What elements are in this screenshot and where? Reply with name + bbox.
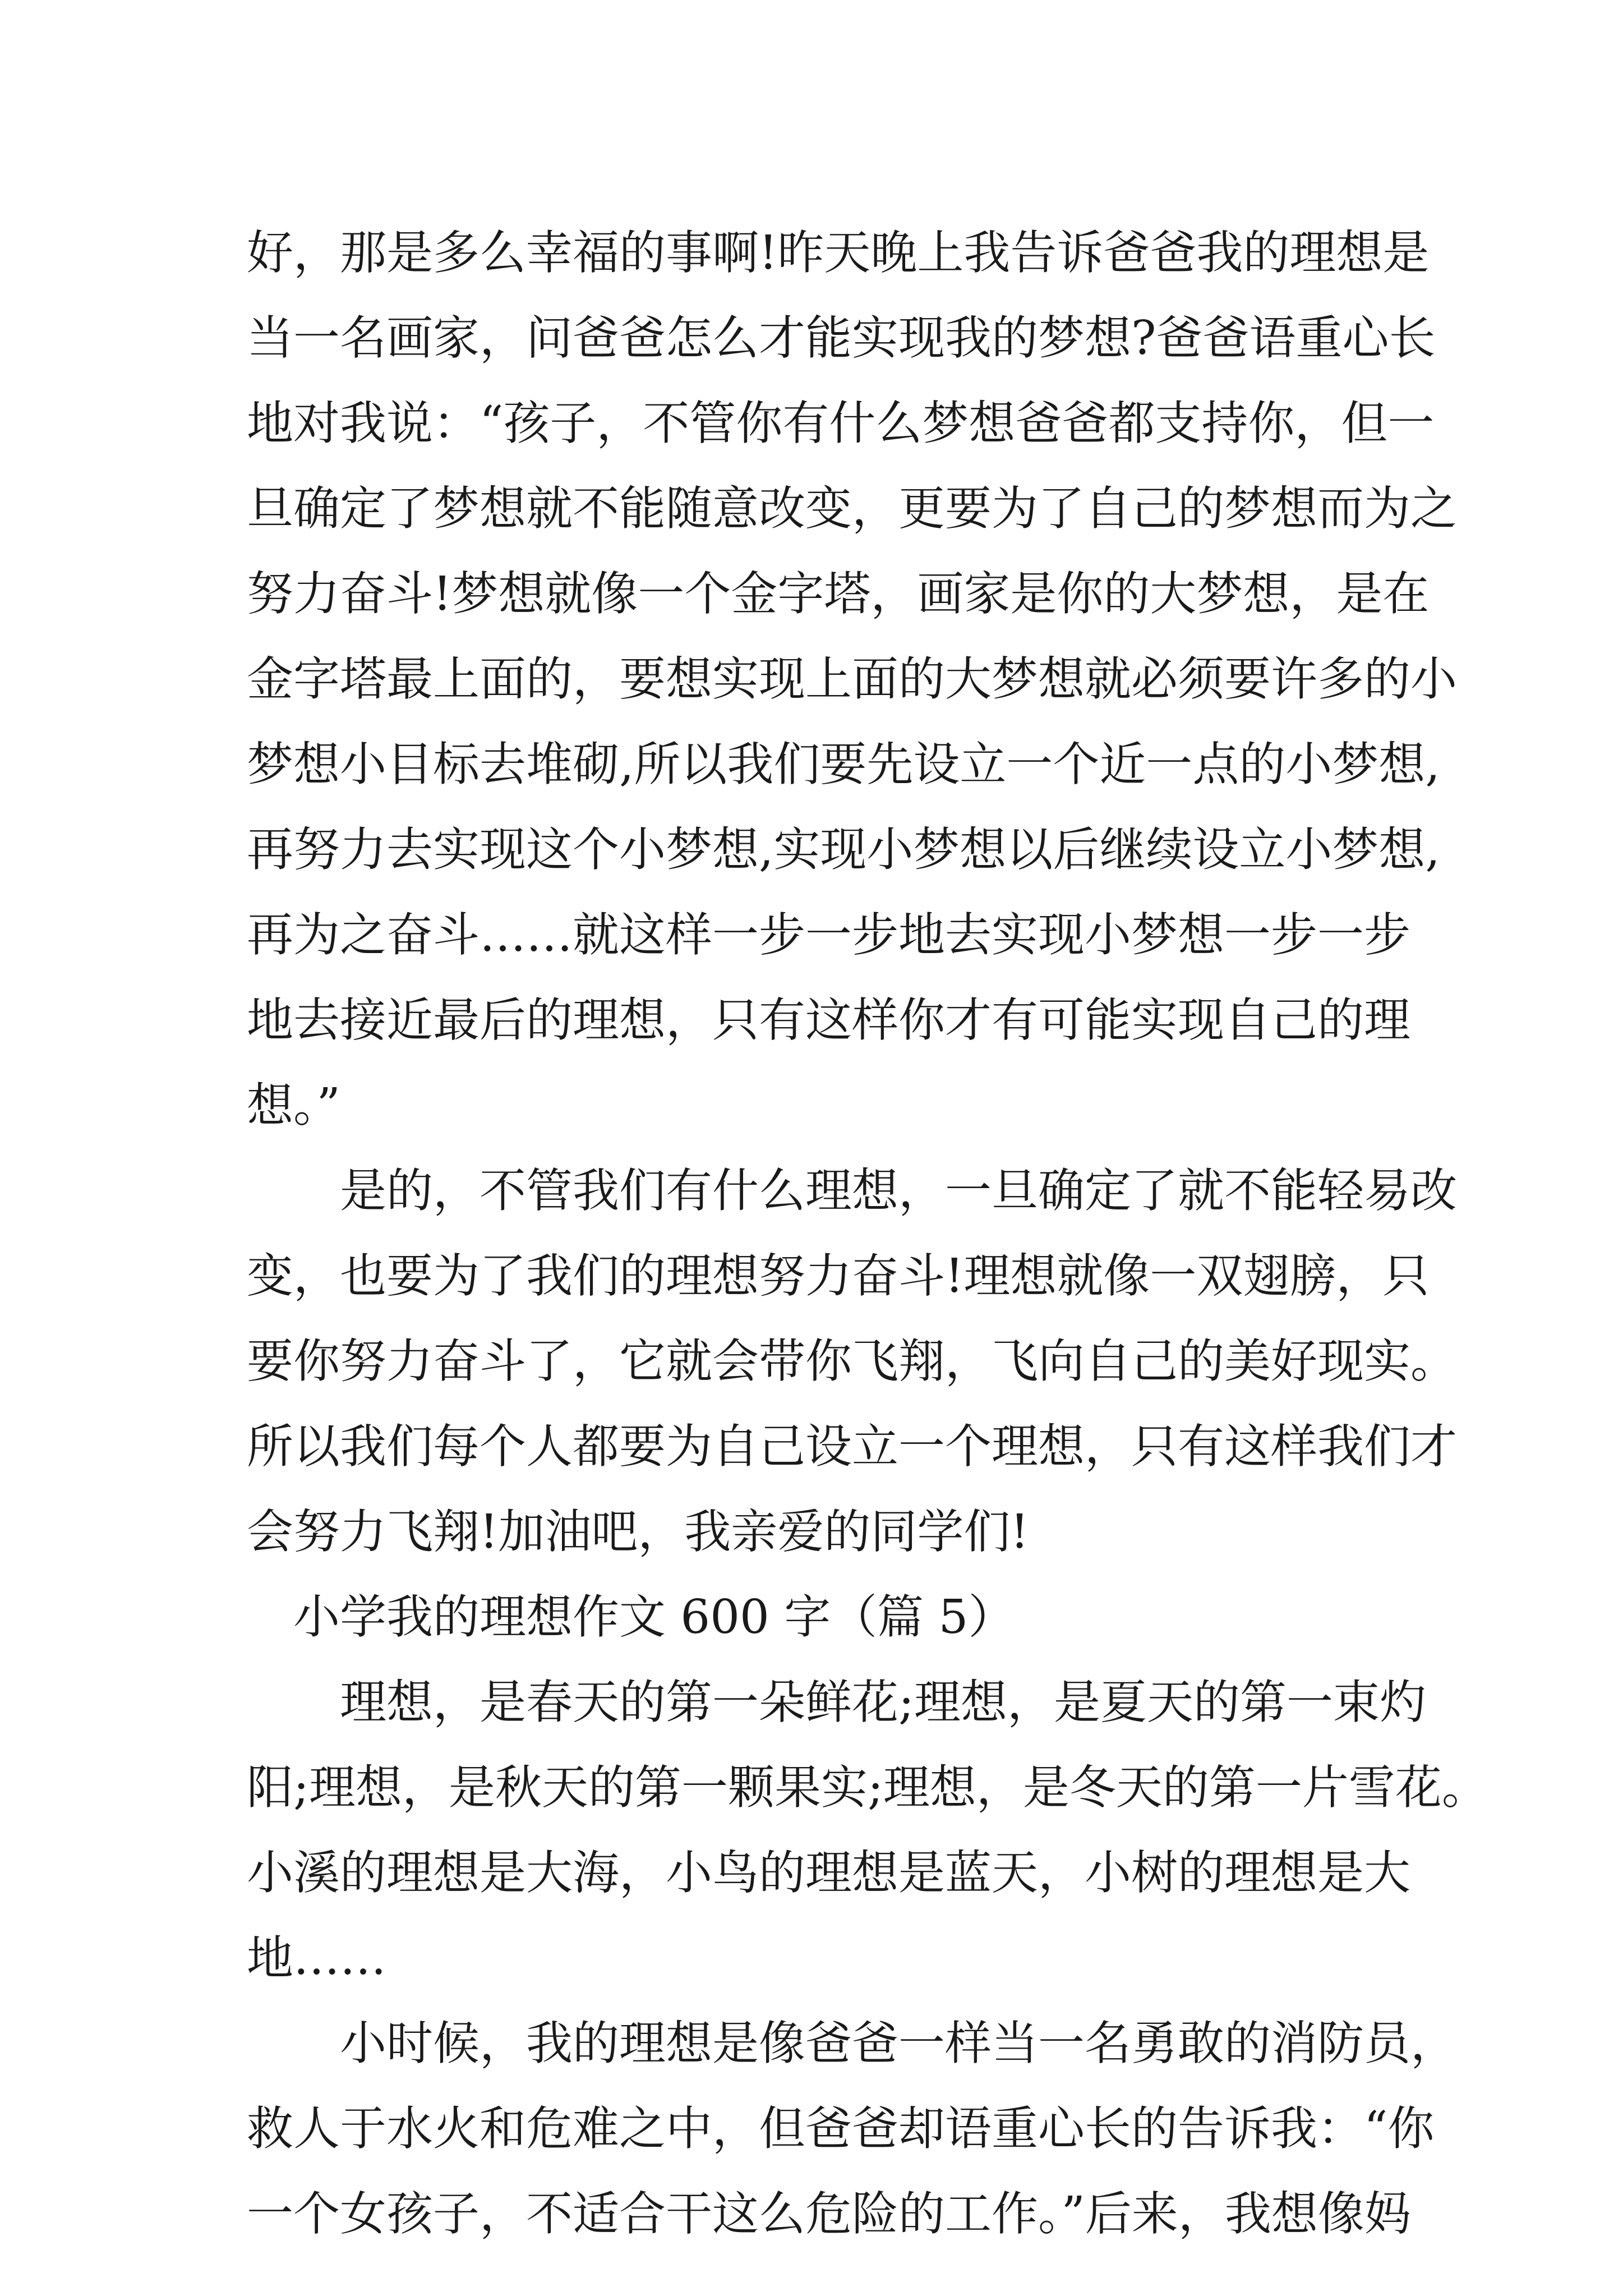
text-line: 地……	[247, 1931, 386, 1985]
text-line: 好，那是多么幸福的事啊!昨天晚上我告诉爸爸我的理想是	[247, 226, 1430, 280]
text-line: 小溪的理想是大海，小鸟的理想是蓝天，小树的理想是大	[247, 1846, 1410, 1900]
document-body	[247, 210, 1488, 2257]
section-heading: 小学我的理想作文 600 字（篇 5）	[293, 1590, 1015, 1644]
text-line: 变，也要为了我们的理想努力奋斗!理想就像一双翅膀，只	[247, 1249, 1430, 1303]
text-line: 要你努力奋斗了，它就会带你飞翔，飞向自己的美好现实。	[247, 1334, 1457, 1388]
text-line: 当一名画家，问爸爸怎么才能实现我的梦想?爸爸语重心长	[247, 311, 1436, 365]
text-line: 会努力飞翔!加油吧，我亲爱的同学们!	[247, 1504, 1029, 1559]
text-line: 再努力去实现这个小梦想,实现小梦想以后继续设立小梦想,	[247, 822, 1440, 877]
paragraph-first-line: 理想，是春天的第一朵鲜花;理想，是夏天的第一束灼	[340, 1675, 1426, 1729]
text-line: 想。”	[247, 1078, 340, 1133]
text-line: 地去接近最后的理想，只有这样你才有可能实现自己的理	[247, 993, 1410, 1047]
text-line: 再为之奋斗……就这样一步一步地去实现小梦想一步一步	[247, 908, 1410, 962]
text-line: 旦确定了梦想就不能随意改变，更要为了自己的梦想而为之	[247, 481, 1457, 536]
text-line: 金字塔最上面的，要想实现上面的大梦想就必须要许多的小	[247, 652, 1457, 706]
text-line: 梦想小目标去堆砌,所以我们要先设立一个近一点的小梦想,	[247, 737, 1440, 792]
text-line: 救人于水火和危难之中，但爸爸却语重心长的告诉我：“你	[247, 2101, 1435, 2156]
paragraph-first-line: 是的，不管我们有什么理想，一旦确定了就不能轻易改	[340, 1163, 1457, 1218]
text-line: 阳;理想，是秋天的第一颗果实;理想，是冬天的第一片雪花。	[247, 1760, 1488, 1815]
text-line: 地对我说：“孩子，不管你有什么梦想爸爸都支持你，但一	[247, 396, 1435, 450]
text-line: 努力奋斗!梦想就像一个金字塔，画家是你的大梦想，是在	[247, 567, 1430, 621]
text-line: 一个女孩子，不适合干这么危险的工作。”后来，我想像妈	[247, 2187, 1411, 2241]
text-line: 所以我们每个人都要为自己设立一个理想，只有这样我们才	[247, 1419, 1457, 1474]
paragraph-first-line: 小时候，我的理想是像爸爸一样当一名勇敢的消防员，	[340, 2016, 1457, 2070]
